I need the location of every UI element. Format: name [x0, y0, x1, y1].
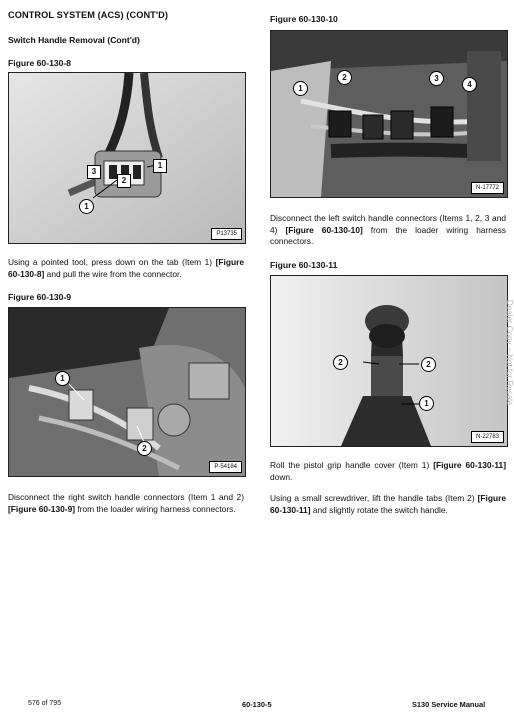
watermark: Dealer Copy -- Not for Resale [505, 300, 514, 406]
callout-3: 3 [429, 71, 444, 86]
callout-1: 1 [55, 371, 70, 386]
figure-label: Figure 60-130-9 [8, 292, 72, 302]
figure-label: Figure 60-130-11 [270, 260, 338, 270]
subsection-title: Switch Handle Removal (Cont'd) [8, 35, 140, 45]
figure-ref: [Figure 60-130-8] [8, 257, 244, 279]
section-title: CONTROL SYSTEM (ACS) (CONT'D) [8, 10, 169, 20]
paragraph-1: Using a pointed tool, press down on the tab (Item 1) [Figure 60-130-8] and pull the wire from the connector. [8, 257, 244, 279]
paragraph-2: Disconnect the right switch handle connectors (Item 1 and 2) [Figure 60-130-9] from the loader wiring harness connectors. [8, 492, 244, 514]
left-harness-illustration [271, 31, 507, 197]
callout-2: 2 [137, 441, 152, 456]
figure-photo-pistol-grip [270, 275, 508, 447]
callout-4: 4 [462, 77, 477, 92]
figure-photo-right-harness [8, 307, 246, 477]
connector-illustration [9, 73, 245, 243]
figure-label: Figure 60-130-10 [270, 14, 338, 24]
image-id: P13735 [211, 228, 242, 240]
callout-2-right: 2 [421, 357, 436, 372]
harness-illustration [9, 308, 245, 476]
figure-label: Figure 60-130-8 [8, 58, 72, 68]
callout-2: 2 [117, 174, 131, 188]
image-id: P-54184 [209, 461, 242, 473]
manual-title: S130 Service Manual [412, 700, 486, 709]
callout-2: 2 [337, 70, 352, 85]
page-number: 60-130-5 [242, 700, 272, 709]
callout-2-left: 2 [333, 355, 348, 370]
figure-ref: [Figure 60-130-11] [433, 460, 507, 470]
page-count: 576 of 795 [28, 700, 62, 707]
paragraph-4: Roll the pistol grip handle cover (Item 1) [Figure 60-130-11] down. [270, 460, 507, 482]
figure-ref: [Figure 60-130-10] [285, 224, 363, 235]
callout-1-circle: 1 [79, 199, 94, 214]
paragraph-5: Using a small screwdriver, lift the handle tabs (Item 2) [Figure 60-130-11] and slightly rotate the switch handle. [270, 493, 506, 515]
callout-1: 1 [293, 81, 308, 96]
figure-ref: [Figure 60-130-9] [8, 503, 76, 514]
figure-photo-connector [8, 72, 246, 244]
figure-ref: [Figure 60-130-11] [270, 493, 506, 515]
paragraph-3: Disconnect the left switch handle connectors (Items 1, 2, 3 and 4) [Figure 60-130-10] from the loader wiring harness connectors. [270, 213, 506, 247]
image-id: N-17772 [471, 182, 504, 194]
image-id: N-22783 [471, 431, 504, 443]
callout-1: 1 [419, 396, 434, 411]
callout-1: 1 [153, 159, 167, 173]
callout-3: 3 [87, 165, 101, 179]
pistol-grip-illustration [271, 276, 507, 446]
figure-photo-left-harness [270, 30, 508, 198]
